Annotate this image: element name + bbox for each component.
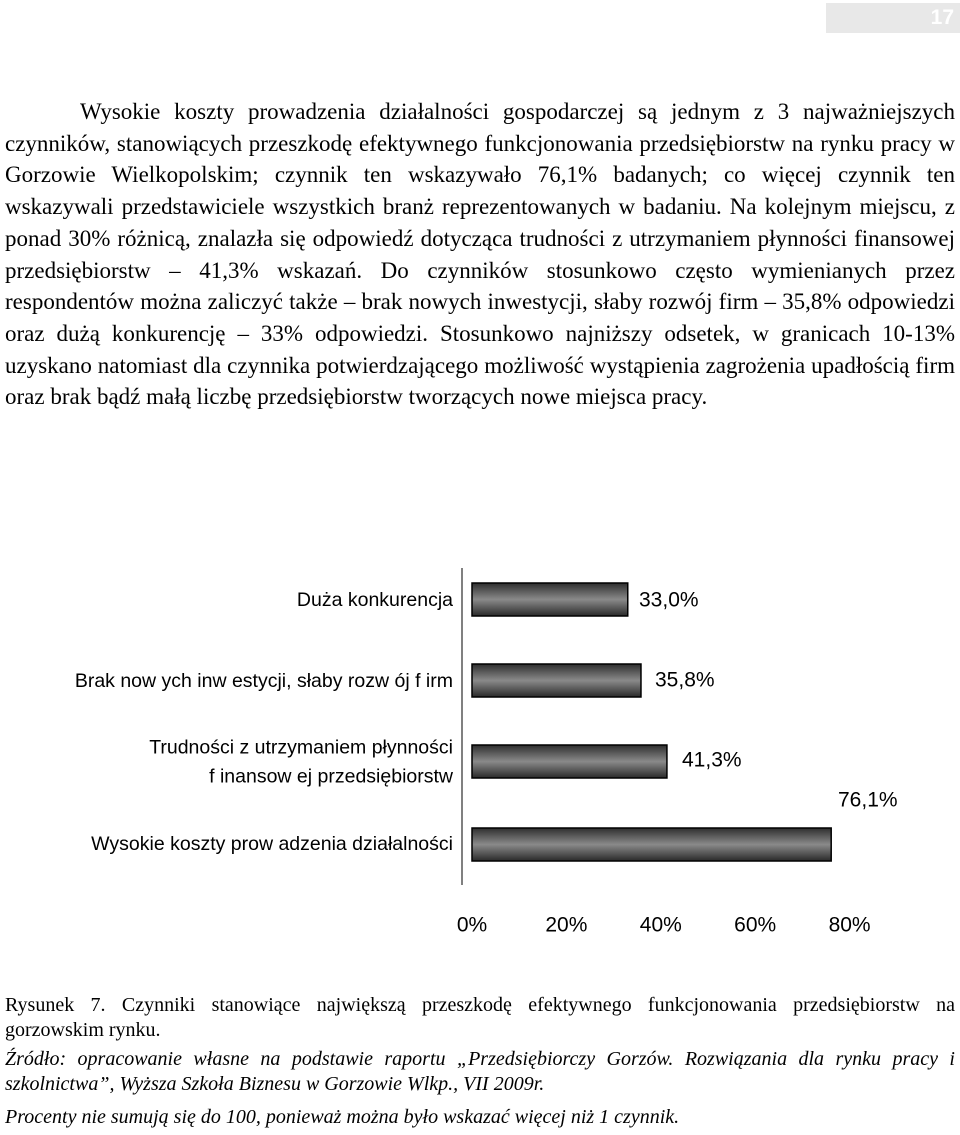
source-note: Źródło: opracowanie własne na podstawie raportu „Przedsiębiorczy Gorzów. Rozwiązania dla rynku pracy i szkolnictwa”, Wyższa Szkoła Biznesu w Gorzowie Wlkp., VII 2009r. [5, 1048, 955, 1095]
x-tick-label-2: 40% [639, 913, 682, 937]
value-label-2: 41,3% [682, 748, 742, 772]
value-label-3: 76,1% [838, 788, 898, 812]
category-label-2-0: Trudności z utrzymaniem płynności [149, 736, 453, 759]
bar-1 [472, 664, 641, 697]
page-number: 17 [826, 3, 960, 33]
value-label-0: 33,0% [639, 588, 699, 612]
bar-3 [472, 828, 831, 861]
bar-chart-svg [0, 560, 960, 980]
category-label-0-0: Duża konkurencja [296, 589, 453, 611]
percent-note: Procenty nie sumują się do 100, ponieważ można było wskazać więcej niż 1 czynnik. [5, 1106, 680, 1128]
x-tick-label-4: 80% [828, 913, 871, 937]
bar-chart [0, 560, 960, 980]
x-tick-label-3: 60% [734, 913, 777, 937]
x-tick-label-1: 20% [545, 913, 588, 937]
category-label-3-0: Wysokie koszty prow adzenia działalności [91, 833, 453, 855]
value-label-1: 35,8% [655, 668, 715, 692]
category-label-2-1: f inansow ej przedsiębiorstw [209, 765, 453, 788]
x-tick-label-0: 0% [456, 913, 488, 937]
category-label-1-0: Brak now ych inw estycji, słaby rozw ój f irm [74, 670, 453, 692]
figure-caption: Rysunek 7. Czynniki stanowiące największą przeszkodę efektywnego funkcjonowania przedsiębiorstw na gorzowskim rynku. [5, 994, 955, 1041]
body-paragraph: Wysokie koszty prowadzenia działalności gospodarczej są jednym z 3 najważniejszych czynników, stanowiących przeszkodę efektywnego funkcjonowania przedsiębiorstw na rynku pracy w Gorzowie Wielkopolskim; czynnik ten wskazywało 76,1% badanych; co więcej czynnik ten wskazywali przedstawiciele wszystkich branż reprezentowanych w badaniu. Na kolejnym miejscu, z ponad 30% różnicą, znalazła się odpowiedź dotycząca trudności z utrzymaniem płynności finansowej przedsiębiorstw – 41,3% wskazań. Do czynników stosunkowo często wymienianych przez respondentów można zaliczyć także – brak nowych inwestycji, słaby rozwój firm – 35,8% odpowiedzi oraz dużą konkurencję – 33% odpowiedzi. Stosunkowo najniższy odsetek, w granicach 10-13% uzyskano natomiast dla czynnika potwierdzającego możliwość wystąpienia zagrożenia upadłością firm oraz brak bądź małą liczbę przedsiębiorstw tworzących nowe miejsca pracy. [5, 99, 955, 410]
bar-0 [472, 583, 628, 616]
bar-2 [472, 745, 667, 778]
